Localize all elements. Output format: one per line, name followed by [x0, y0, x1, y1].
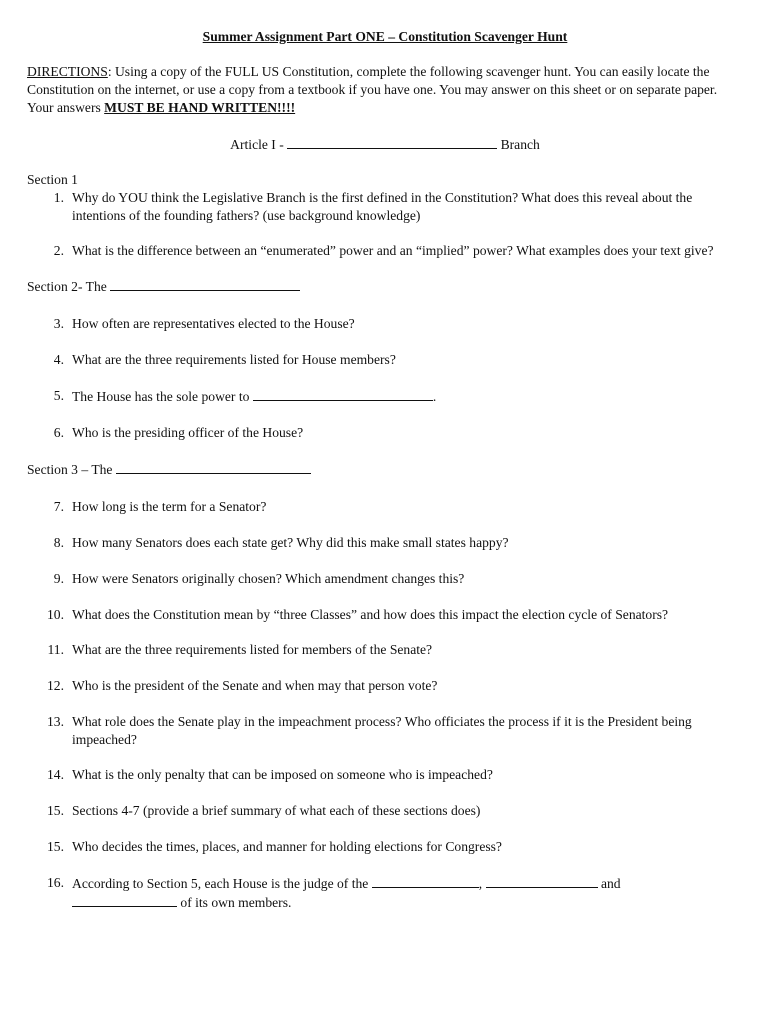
question-text: Sections 4-7 (provide a brief summary of what each of these sections does): [72, 803, 481, 818]
question-text: Who is the presiding officer of the House?: [72, 425, 304, 440]
sole-power-blank[interactable]: [253, 387, 433, 401]
question-text: What is the only penalty that can be imposed on someone who is impeached?: [72, 767, 493, 782]
question-number: 15.: [47, 839, 64, 854]
question-number: 8.: [53, 535, 64, 550]
question-item: [27, 802, 743, 820]
judge-blank-2[interactable]: [486, 874, 598, 888]
question-number: 16.: [47, 875, 64, 890]
section-3-label: Section 3 – The: [27, 462, 116, 477]
section-2-questions: [27, 315, 743, 442]
question-number: 12.: [47, 678, 64, 693]
directions-paragraph: [27, 63, 743, 117]
question-text-before: The House has the sole power to: [72, 389, 253, 404]
question-item: [27, 351, 743, 369]
question-item: [27, 570, 743, 588]
article-heading: [27, 135, 743, 154]
section-3-heading: [27, 460, 743, 479]
section-1-heading: Section 1: [27, 172, 78, 187]
question-number: 3.: [53, 316, 64, 331]
question-text: Why do YOU think the Legislative Branch is the first defined in the Constitution? What does this reveal about the intentions of the founding fathers? (use background knowledge): [72, 190, 693, 223]
question-number: 14.: [47, 767, 64, 782]
question-item: [27, 498, 743, 516]
section-1-questions: [27, 189, 743, 260]
section-3-questions: [27, 498, 743, 912]
question-text: Who is the president of the Senate and when may that person vote?: [72, 678, 438, 693]
directions-text: : Using a copy of the FULL US Constitution, complete the following scavenger hunt. You can easily locate the Constitution on the internet, or use a copy from a textbook if you have one. You may answer on this sheet or on separate paper. Your answers: [27, 64, 718, 115]
page-title: Summer Assignment Part ONE – Constitution Scavenger Hunt: [202, 29, 568, 44]
question-item: [27, 838, 743, 856]
question-number: 6.: [53, 425, 64, 440]
question-text: How often are representatives elected to the House?: [72, 316, 355, 331]
question-text-after: .: [432, 389, 437, 404]
question-text: How many Senators does each state get? Why did this make small states happy?: [72, 535, 509, 550]
question-item: [27, 315, 743, 333]
question-number: 10.: [47, 607, 64, 622]
question-number: 7.: [53, 499, 64, 514]
question-text-after: of its own members.: [177, 895, 292, 910]
question-text: How long is the term for a Senator?: [72, 499, 267, 514]
question-separator-2: and: [597, 876, 621, 891]
question-text: Who decides the times, places, and manner for holding elections for Congress?: [72, 839, 502, 854]
question-number: 9.: [53, 571, 64, 586]
question-item: [27, 242, 743, 260]
section-2-blank[interactable]: [110, 277, 300, 291]
question-text: How were Senators originally chosen? Which amendment changes this?: [72, 571, 465, 586]
worksheet-page: [27, 28, 743, 912]
question-number: 15.: [47, 803, 64, 818]
judge-blank-3[interactable]: [72, 893, 177, 907]
directions-emphasis: MUST BE HAND WRITTEN!!!!: [104, 100, 296, 115]
section-3-blank[interactable]: [116, 460, 311, 474]
question-item: [27, 874, 743, 912]
directions-label: DIRECTIONS: [27, 64, 108, 79]
article-suffix: Branch: [497, 137, 540, 152]
question-number: 5.: [53, 388, 64, 403]
article-blank[interactable]: [287, 135, 497, 149]
question-number: 11.: [47, 642, 64, 657]
article-prefix: Article I -: [230, 137, 288, 152]
question-text: What are the three requirements listed for members of the Senate?: [72, 642, 433, 657]
question-number: 13.: [47, 714, 64, 729]
question-item: [27, 387, 743, 406]
question-item: [27, 766, 743, 784]
section-2-heading: [27, 277, 743, 296]
question-text-before: According to Section 5, each House is the judge of the: [72, 876, 372, 891]
question-separator-1: ,: [478, 876, 486, 891]
question-number: 2.: [53, 243, 64, 258]
section-2-label: Section 2- The: [27, 279, 111, 294]
question-item: [27, 641, 743, 659]
question-text: What is the difference between an “enumerated” power and an “implied” power? What examples does your text give?: [72, 243, 714, 258]
question-text: What role does the Senate play in the impeachment process? Who officiates the process if it is the President being impeached?: [72, 714, 692, 747]
question-number: 4.: [53, 352, 64, 367]
question-item: [27, 424, 743, 442]
question-item: [27, 189, 743, 225]
question-item: [27, 713, 743, 749]
question-text: What does the Constitution mean by “three Classes” and how does this impact the election cycle of Senators?: [72, 607, 669, 622]
question-text: What are the three requirements listed for House members?: [72, 352, 396, 367]
question-item: [27, 606, 743, 624]
question-item: [27, 534, 743, 552]
judge-blank-1[interactable]: [372, 874, 479, 888]
question-number: 1.: [53, 190, 64, 205]
question-item: [27, 677, 743, 695]
